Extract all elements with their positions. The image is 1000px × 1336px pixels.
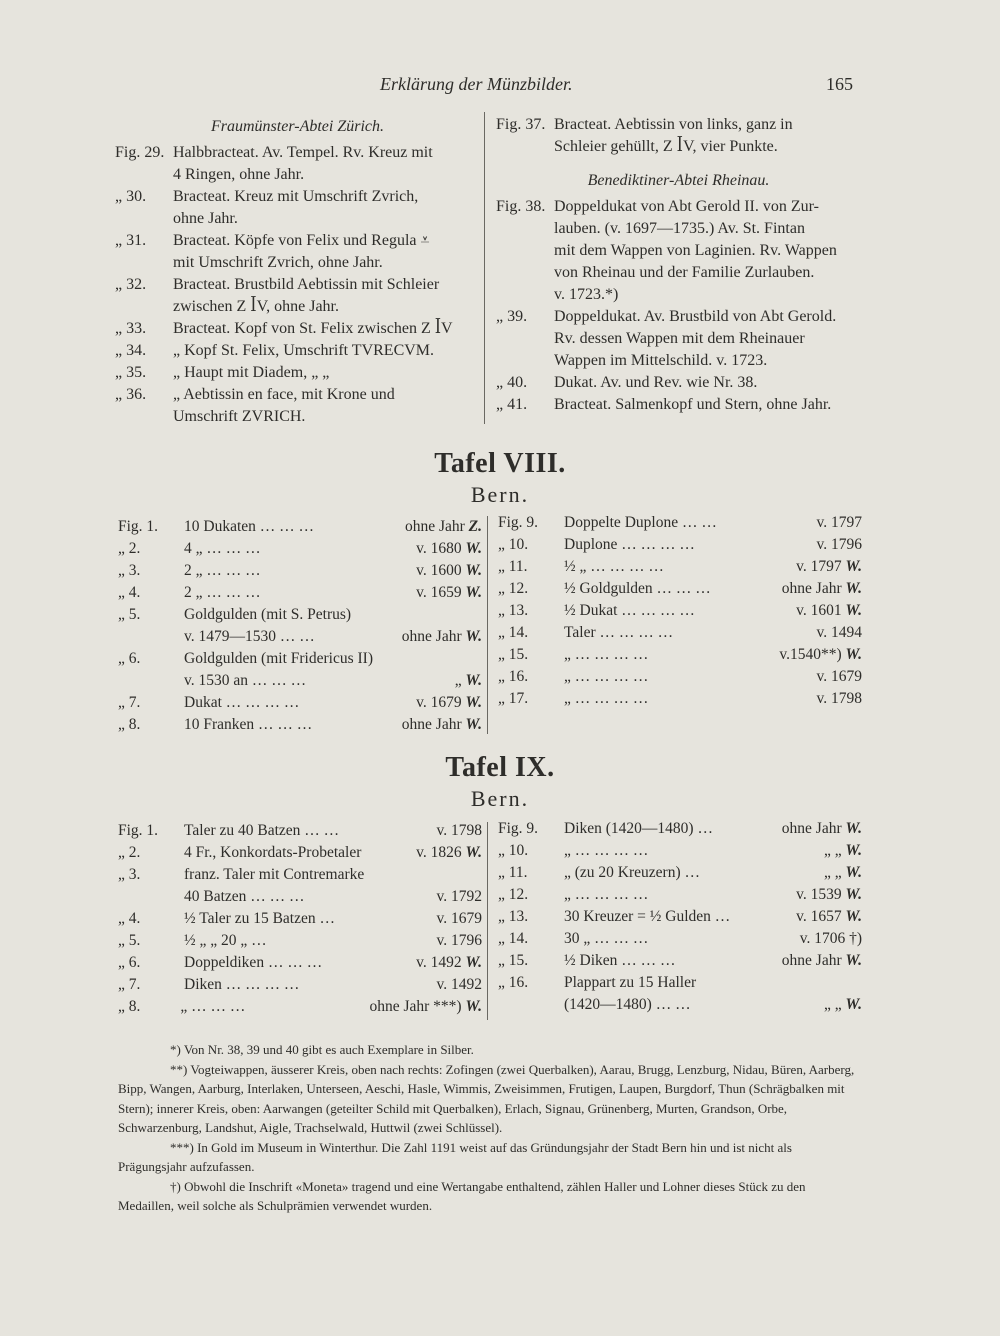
tafel-ix-right-list <box>498 818 862 1016</box>
entry-line <box>115 208 480 230</box>
entry-text: zwischen Z ꟾV, ohne Jahr. <box>173 298 339 315</box>
figure-number: „ 13. <box>498 908 529 925</box>
tafel-viii-left-list <box>118 516 482 736</box>
figure-number: „ 34. <box>115 342 147 359</box>
figure-number: „ 8. <box>118 716 141 733</box>
date-text: v. 1494 <box>816 624 862 641</box>
coin-description: Duplone … … … … <box>564 536 695 553</box>
list-row <box>118 864 482 886</box>
date-text: v. 1659 <box>416 584 462 601</box>
collection-mark: W. <box>465 998 482 1015</box>
entry-line <box>496 196 861 218</box>
entry-line <box>496 218 861 240</box>
figure-number: „ 30. <box>115 188 147 205</box>
figure-number: Fig. 37. <box>496 116 546 133</box>
list-row <box>118 996 482 1018</box>
coin-description: Taler zu 40 Batzen … … <box>184 822 340 839</box>
figure-number: „ 15. <box>498 646 529 663</box>
entry-line <box>115 362 480 384</box>
rheinau-entries <box>496 196 861 416</box>
date-text: v. 1657 <box>796 908 842 925</box>
list-row <box>118 974 482 996</box>
list-row <box>498 512 862 534</box>
coin-description: Doppelte Duplone … … <box>564 514 717 531</box>
figure-number: Fig. 9. <box>498 514 539 531</box>
coin-description: 30 „ … … … <box>564 930 649 947</box>
entry-text: lauben. (v. 1697—1735.) Av. St. Fintan <box>554 220 805 237</box>
coin-description: Diken (1420—1480) … <box>564 820 713 837</box>
figure-number: „ 11. <box>498 558 528 575</box>
coin-description: v. 1479—1530 … … <box>184 628 315 645</box>
collection-mark: W. <box>845 558 862 575</box>
figure-number: „ 5. <box>118 932 141 949</box>
date-text: ohne Jahr <box>781 580 842 597</box>
coin-date <box>384 842 482 864</box>
list-row <box>498 600 862 622</box>
date-text: v. 1539 <box>796 886 842 903</box>
entry-line <box>115 318 480 340</box>
coin-description: Goldgulden (mit Fridericus II) <box>184 650 373 667</box>
coin-description: (1420—1480) … … <box>564 996 691 1013</box>
figure-number: „ 41. <box>496 396 528 413</box>
date-text: v. 1679 <box>816 668 862 685</box>
list-row <box>118 560 482 582</box>
list-row <box>498 578 862 600</box>
list-row <box>498 950 862 972</box>
entry-text: Rv. dessen Wappen mit dem Rheinauer <box>554 330 805 347</box>
coin-date <box>764 600 862 622</box>
list-row <box>118 952 482 974</box>
date-text: „ <box>454 672 462 689</box>
entry-line <box>115 296 480 318</box>
coin-description: „ … … … … <box>564 886 649 903</box>
entry-text: Umschrift ZVRICH. <box>173 408 306 425</box>
list-row <box>498 666 862 688</box>
figure-number: „ 33. <box>115 320 147 337</box>
coin-date <box>764 950 862 972</box>
collection-mark: W. <box>465 584 482 601</box>
tafel-viii-title: Tafel VIII. <box>434 448 566 479</box>
tafel-ix-left-list <box>118 820 482 1018</box>
figure-number: Fig. 29. <box>115 144 165 161</box>
entry-line <box>496 394 861 416</box>
coin-description: „ … … … <box>180 998 246 1015</box>
date-text: v. 1796 <box>816 536 862 553</box>
list-row <box>498 818 862 840</box>
coin-description: Doppeldiken … … … <box>184 954 323 971</box>
figure-number: „ 39. <box>496 308 528 325</box>
list-row <box>118 648 482 670</box>
list-row <box>498 994 862 1016</box>
coin-description: „ (zu 20 Kreuzern) … <box>564 864 700 881</box>
date-text: „ „ <box>823 996 842 1013</box>
list-row <box>118 626 482 648</box>
coin-description: „ … … … … <box>564 646 649 663</box>
figure-number: „ 12. <box>498 886 529 903</box>
coin-date <box>764 688 862 710</box>
coin-description: 2 „ … … … <box>184 562 261 579</box>
figure-number: Fig. 1. <box>118 518 159 535</box>
collection-mark: W. <box>465 954 482 971</box>
entry-line <box>496 262 861 284</box>
coin-date <box>384 908 482 930</box>
coin-description: Plappart zu 15 Haller <box>564 974 697 991</box>
coin-date <box>764 928 862 950</box>
coin-date <box>384 648 482 670</box>
collection-mark: W. <box>845 886 862 903</box>
coin-date <box>384 714 482 736</box>
collection-mark: W. <box>465 716 482 733</box>
entry-text: „ Aebtissin en face, mit Krone und <box>173 386 395 403</box>
date-text: v. 1798 <box>816 690 862 707</box>
figure-number: „ 3. <box>118 562 141 579</box>
coin-date <box>384 626 482 648</box>
date-text: ohne Jahr <box>401 628 462 645</box>
footnote: †) Obwohl die Inschrift «Moneta» tragend und eine Wertangabe enthaltend, zählen Haller und Lohner dieses Stück zu den Medaillen, weil solche als Schulprämien verwendet wurden. <box>118 1178 806 1213</box>
entry-line <box>115 384 480 406</box>
coin-description: Taler … … … … <box>564 624 674 641</box>
entry-line <box>496 328 861 350</box>
coin-description: franz. Taler mit Contremarke <box>184 866 365 883</box>
entry-text: Bracteat. Salmenkopf und Stern, ohne Jahr. <box>554 396 832 413</box>
date-text: v. 1796 <box>436 932 482 949</box>
date-text: v. 1492 <box>436 976 482 993</box>
collection-mark: W. <box>845 952 862 969</box>
tafel-viii-city: Bern. <box>470 482 530 507</box>
entry-text: Bracteat. Kreuz mit Umschrift Zvrich, <box>173 188 419 205</box>
coin-description: ½ Goldgulden … … … <box>564 580 711 597</box>
coin-description: 2 „ … … … <box>184 584 261 601</box>
section-title-fraumuenster: Fraumünster-Abtei Zürich. <box>211 118 384 135</box>
entry-text: Bracteat. Brustbild Aebtissin mit Schleier <box>173 276 440 293</box>
collection-mark: W. <box>845 864 862 881</box>
collection-mark: W. <box>845 996 862 1013</box>
figure-number: „ 2. <box>118 540 141 557</box>
coin-date <box>384 930 482 952</box>
figure-number: „ 6. <box>118 650 141 667</box>
figure-number <box>118 670 184 692</box>
coin-date <box>764 972 862 994</box>
entry-text: Wappen im Mittelschild. v. 1723. <box>554 352 768 369</box>
figure-number: Fig. 9. <box>498 820 539 837</box>
footnotes <box>118 1040 863 1216</box>
collection-mark: W. <box>465 694 482 711</box>
entry-line <box>496 350 861 372</box>
figure-number: „ 15. <box>498 952 529 969</box>
list-row <box>498 862 862 884</box>
fraumuenster-column <box>115 114 480 428</box>
coin-date <box>764 862 862 884</box>
entry-line <box>115 186 480 208</box>
collection-mark: W. <box>845 842 862 859</box>
coin-description: ½ „ … … … … <box>564 558 664 575</box>
figure-number: „ 7. <box>118 694 141 711</box>
list-row <box>498 884 862 906</box>
coin-date <box>384 864 482 886</box>
entry-text: Bracteat. Köpfe von Felix und Regula ⩡ <box>173 232 430 249</box>
entry-line <box>115 274 480 296</box>
collection-mark: W. <box>845 602 862 619</box>
coin-date <box>384 886 482 908</box>
entry-line <box>115 230 480 252</box>
figure-number: „ 36. <box>115 386 147 403</box>
figure-number: „ 4. <box>118 910 141 927</box>
coin-description: 10 Dukaten … … … <box>184 518 315 535</box>
figure-number: Fig. 38. <box>496 198 546 215</box>
coin-description: 4 „ … … … <box>184 540 261 557</box>
date-text: v. 1600 <box>416 562 462 579</box>
list-row <box>498 534 862 556</box>
collection-mark: Z. <box>468 518 482 535</box>
column-divider-tafel-viii <box>487 516 488 734</box>
coin-date <box>384 952 482 974</box>
coin-date <box>384 974 482 996</box>
entry-text: Doppeldukat von Abt Gerold II. von Zur- <box>554 198 819 215</box>
figure-number: „ 31. <box>115 232 147 249</box>
running-header-title: Erklärung der Münzbilder. <box>380 74 573 94</box>
entry-text: „ Kopf St. Felix, Umschrift TVRECVM. <box>173 342 435 359</box>
entry-text: Bracteat. Kopf von St. Felix zwischen Z ꟾV <box>173 320 453 337</box>
entry-text: mit dem Wappen von Laginien. Rv. Wappen <box>554 242 837 259</box>
coin-date <box>764 534 862 556</box>
list-row <box>118 692 482 714</box>
coin-date <box>764 994 862 1016</box>
coin-date <box>384 604 482 626</box>
coin-date <box>764 666 862 688</box>
collection-mark: W. <box>465 540 482 557</box>
coin-date <box>384 560 482 582</box>
coin-date <box>384 692 482 714</box>
figure-number: „ 10. <box>498 842 529 859</box>
figure-number: „ 14. <box>498 930 529 947</box>
coin-date <box>764 512 862 534</box>
date-text: ohne Jahr ***) <box>369 998 462 1015</box>
collection-mark: W. <box>845 908 862 925</box>
date-text: v. 1826 <box>416 844 462 861</box>
coin-date <box>384 820 482 842</box>
figure-number: „ 40. <box>496 374 528 391</box>
list-row <box>498 972 862 994</box>
entry-text: Doppeldukat. Av. Brustbild von Abt Gerold. <box>554 308 837 325</box>
entry-line <box>115 252 480 274</box>
entry-text: „ Haupt mit Diadem, „ „ <box>173 364 330 381</box>
list-row <box>118 930 482 952</box>
entry-text: Halbbracteat. Av. Tempel. Rv. Kreuz mit <box>173 144 433 161</box>
coin-description: „ … … … … <box>564 668 649 685</box>
figure-number: „ 35. <box>115 364 147 381</box>
date-text: v. 1601 <box>796 602 842 619</box>
list-row <box>498 644 862 666</box>
coin-date <box>369 996 482 1018</box>
figure-number: „ 11. <box>498 864 528 881</box>
entry-line <box>496 284 861 306</box>
fraumuenster-entries <box>115 142 480 428</box>
figure-number: „ 10. <box>498 536 529 553</box>
list-row <box>118 582 482 604</box>
entry-text: 4 Ringen, ohne Jahr. <box>173 166 305 183</box>
list-row <box>498 688 862 710</box>
coin-description: Dukat … … … … <box>184 694 300 711</box>
list-row <box>118 842 482 864</box>
list-row <box>118 820 482 842</box>
coin-description: Goldgulden (mit S. Petrus) <box>184 606 352 623</box>
list-row <box>118 604 482 626</box>
coin-date <box>384 582 482 604</box>
collection-mark: W. <box>465 844 482 861</box>
date-text: v. 1797 <box>796 558 842 575</box>
date-text: v. 1798 <box>436 822 482 839</box>
collection-mark: W. <box>845 580 862 597</box>
date-text: v. 1792 <box>436 888 482 905</box>
column-divider-tafel-ix <box>487 822 488 1020</box>
list-row <box>498 928 862 950</box>
coin-date <box>764 556 862 578</box>
tafel-ix-city: Bern. <box>470 786 530 811</box>
list-row <box>498 840 862 862</box>
date-text: ohne Jahr <box>781 952 842 969</box>
coin-description: ½ Diken … … … <box>564 952 676 969</box>
entry-line <box>496 136 861 158</box>
coin-description: ½ Taler zu 15 Batzen … <box>184 910 335 927</box>
date-text: v. 1679 <box>416 694 462 711</box>
coin-description: „ … … … … <box>564 690 649 707</box>
entry-line <box>496 372 861 394</box>
list-row <box>118 714 482 736</box>
date-text: ohne Jahr <box>404 518 465 535</box>
figure-number: „ 8. <box>118 998 141 1015</box>
date-text: v. 1680 <box>416 540 462 557</box>
entry-text: von Rheinau und der Familie Zurlauben. <box>554 264 815 281</box>
collection-mark: W. <box>465 672 482 689</box>
entry-text: Schleier gehüllt, Z ꟾV, vier Punkte. <box>554 138 778 155</box>
entry-text: ohne Jahr. <box>173 210 238 227</box>
entry-line <box>496 114 861 136</box>
collection-mark: W. <box>845 646 862 663</box>
coin-description: Diken … … … … <box>184 976 300 993</box>
coin-description: „ … … … … <box>564 842 649 859</box>
entry-line <box>496 306 861 328</box>
figure-number: Fig. 1. <box>118 822 159 839</box>
figure-number: „ 6. <box>118 954 141 971</box>
entry-line <box>115 164 480 186</box>
coin-date <box>764 818 862 840</box>
coin-date <box>764 578 862 600</box>
coin-date <box>764 644 862 666</box>
figure-number: „ 4. <box>118 584 141 601</box>
coin-description: 40 Batzen … … … <box>184 888 305 905</box>
date-text: v. 1679 <box>436 910 482 927</box>
date-text: v. 1492 <box>416 954 462 971</box>
coin-description: 10 Franken … … … <box>184 716 313 733</box>
coin-description: ½ „ „ 20 „ … <box>184 932 267 949</box>
figure-number: „ 12. <box>498 580 529 597</box>
entry-line <box>115 406 480 428</box>
coin-date <box>384 670 482 692</box>
date-text: v. 1797 <box>816 514 862 531</box>
section-title-rheinau: Benediktiner-Abtei Rheinau. <box>587 172 770 189</box>
tafel-ix-title: Tafel IX. <box>445 752 555 783</box>
entry-text: Bracteat. Aebtissin von links, ganz in <box>554 116 793 133</box>
coin-description: 4 Fr., Konkordats-Probetaler <box>184 844 362 861</box>
figure-number: „ 16. <box>498 974 529 991</box>
list-row <box>498 556 862 578</box>
collection-mark: W. <box>845 820 862 837</box>
footnote: ***) In Gold im Museum in Winterthur. Die Zahl 1191 weist auf das Gründungsjahr der Stadt Bern hin und ist nicht als Prägungsjahr aufzufassen. <box>118 1139 792 1174</box>
figure-number: „ 5. <box>118 606 141 623</box>
figure-number: „ 32. <box>115 276 147 293</box>
list-row <box>498 622 862 644</box>
figure-number: „ 14. <box>498 624 529 641</box>
list-row <box>118 908 482 930</box>
list-row <box>118 886 482 908</box>
coin-date <box>764 840 862 862</box>
entries-continued <box>496 114 861 158</box>
list-row <box>118 538 482 560</box>
list-row <box>118 516 482 538</box>
figure-number <box>118 626 184 648</box>
column-divider-top <box>484 112 485 424</box>
collection-mark: W. <box>465 562 482 579</box>
page-number: 165 <box>826 74 853 94</box>
date-text: v.1540**) <box>779 646 842 663</box>
tafel-viii-right-list <box>498 512 862 710</box>
coin-description: 30 Kreuzer = ½ Gulden … <box>564 908 731 925</box>
figure-number: „ 16. <box>498 668 529 685</box>
collection-mark: W. <box>465 628 482 645</box>
entry-text: Dukat. Av. und Rev. wie Nr. 38. <box>554 374 758 391</box>
entry-text: mit Umschrift Zvrich, ohne Jahr. <box>173 254 383 271</box>
date-text: „ „ <box>823 842 842 859</box>
coin-description: ½ Dukat … … … … <box>564 602 695 619</box>
figure-number: „ 17. <box>498 690 529 707</box>
figure-number <box>498 994 564 1016</box>
coin-description: v. 1530 an … … … <box>184 672 307 689</box>
coin-date <box>384 538 482 560</box>
coin-date <box>384 516 482 538</box>
figure-number: „ 7. <box>118 976 141 993</box>
date-text: v. 1706 †) <box>799 930 862 947</box>
entry-line <box>496 240 861 262</box>
list-row <box>498 906 862 928</box>
rheinau-column <box>496 114 861 416</box>
footnote: *) Von Nr. 38, 39 und 40 gibt es auch Exemplare in Silber. <box>170 1042 474 1057</box>
entry-text: v. 1723.*) <box>554 286 619 303</box>
date-text: „ „ <box>823 864 842 881</box>
date-text: ohne Jahr <box>781 820 842 837</box>
entry-line <box>115 142 480 164</box>
coin-date <box>764 622 862 644</box>
figure-number: „ 3. <box>118 866 141 883</box>
list-row <box>118 670 482 692</box>
figure-number: „ 2. <box>118 844 141 861</box>
coin-date <box>764 906 862 928</box>
date-text: ohne Jahr <box>401 716 462 733</box>
coin-date <box>764 884 862 906</box>
footnote: **) Vogteiwappen, äusserer Kreis, oben nach rechts: Zofingen (zwei Querbalken), Aarau, Brugg, Lenzburg, Nidau, Büren, Aarberg, Bipp, Wangen, Aarburg, Interlaken, Unterseen, Aeschi, Hasle, Wimmis, Zweisimmen, Frutigen, Laupen, Burgdorf, Thun (Schrägbalken mit Stern); innerer Kreis, oben: Aarwangen (geteilter Schild mit Querbalken), Erlach, Signau, Grünenberg, Murten, Grandson, Orbe, Schwarzenburg, Landshut, Aigle, Trachselwald, Huttwil (zwei Schlüssel). <box>118 1061 855 1135</box>
entry-line <box>115 340 480 362</box>
figure-number <box>118 886 184 908</box>
figure-number: „ 13. <box>498 602 529 619</box>
